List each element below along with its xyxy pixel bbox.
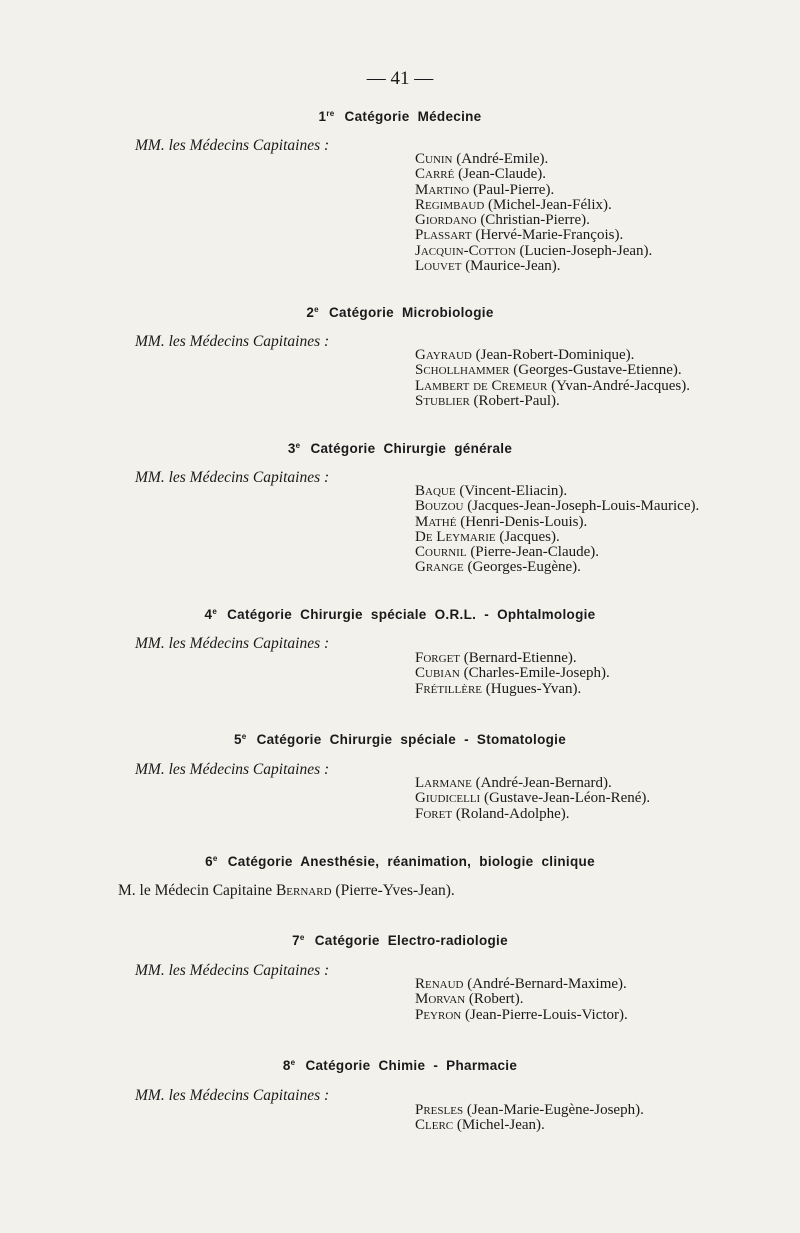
name-entry: Baque (Vincent-Eliacin). [415, 483, 568, 499]
category-4-names [415, 651, 610, 697]
name-entry: Louvet (Maurice-Jean). [415, 258, 561, 275]
category-3-names [415, 484, 699, 576]
category-4-label: MM. les Médecins Capitaines : [135, 635, 330, 652]
name-entry: Frétillère (Hugues-Yvan). [415, 680, 582, 697]
category-5-names [415, 776, 650, 822]
name-entry: Gayraud (Jean-Robert-Dominique). [415, 347, 635, 363]
name-entry: Plassart (Hervé-Marie-François). [415, 227, 624, 244]
name-entry: Cournil (Pierre-Jean-Claude). [415, 544, 599, 561]
name-entry: Lambert de Cremeur (Yvan-André-Jacques). [415, 377, 690, 394]
name-entry: Bouzou (Jacques-Jean-Joseph-Louis-Maurice). [415, 498, 700, 515]
category-6-title: 6e Catégorie Anesthésie, réanimation, biologie clinique [205, 854, 595, 869]
category-2-names [415, 348, 690, 409]
category-2-title: 2e Catégorie Microbiologie [306, 305, 494, 320]
name-entry: Presles (Jean-Marie-Eugène-Joseph). [415, 1102, 644, 1118]
page-number: — 41 — [366, 68, 434, 89]
category-7-title: 7e Catégorie Electro-radiologie [292, 933, 508, 948]
name-entry: Larmane (André-Jean-Bernard). [415, 775, 612, 791]
category-7-names [415, 977, 628, 1023]
name-entry: Clerc (Michel-Jean). [415, 1117, 545, 1134]
category-2-label: MM. les Médecins Capitaines : [135, 333, 330, 350]
name-entry: Schollhammer (Georges-Gustave-Etienne). [415, 362, 682, 379]
name-entry: Regimbaud (Michel-Jean-Félix). [415, 196, 612, 213]
category-8-label: MM. les Médecins Capitaines : [135, 1087, 330, 1104]
name-entry: Foret (Roland-Adolphe). [415, 805, 570, 822]
category-8-names [415, 1103, 644, 1134]
category-1-title: 1re Catégorie Médecine [318, 109, 482, 124]
name-entry: Giordano (Christian-Pierre). [415, 212, 590, 229]
name-entry: Renaud (André-Bernard-Maxime). [415, 976, 627, 992]
category-1-names [415, 152, 652, 274]
category-4-title: 4e Catégorie Chirurgie spéciale O.R.L. - Ophtalmologie [204, 607, 596, 622]
category-8-title: 8e Catégorie Chimie - Pharmacie [282, 1058, 518, 1073]
category-5-label: MM. les Médecins Capitaines : [135, 761, 330, 778]
name-entry: Grange (Georges-Eugène). [415, 559, 581, 576]
name-entry: Cubian (Charles-Emile-Joseph). [415, 665, 610, 682]
name-entry: Morvan (Robert). [415, 991, 524, 1008]
name-entry: Mathé (Henri-Denis-Louis). [415, 513, 588, 530]
name-entry: Cunin (André-Emile). [415, 151, 549, 167]
name-entry: Giudicelli (Gustave-Jean-Léon-René). [415, 790, 651, 807]
name-entry: Martino (Paul-Pierre). [415, 181, 555, 198]
category-7-label: MM. les Médecins Capitaines : [135, 962, 330, 979]
category-3-label: MM. les Médecins Capitaines : [135, 469, 330, 486]
category-6-entry: M. le Médecin Capitaine Bernard (Pierre-Yves-Jean). [118, 882, 455, 899]
name-entry: Stublier (Robert-Paul). [415, 392, 560, 409]
category-3-title: 3e Catégorie Chirurgie générale [287, 441, 513, 456]
name-entry: Peyron (Jean-Pierre-Louis-Victor). [415, 1006, 628, 1023]
category-1-label: MM. les Médecins Capitaines : [135, 137, 330, 154]
name-entry: Carré (Jean-Claude). [415, 166, 546, 183]
name-entry: De Leymarie (Jacques). [415, 528, 560, 545]
category-5-title: 5e Catégorie Chirurgie spéciale - Stomatologie [233, 732, 567, 747]
name-entry: Forget (Bernard-Etienne). [415, 650, 577, 666]
name-entry: Jacquin-Cotton (Lucien-Joseph-Jean). [415, 242, 653, 259]
